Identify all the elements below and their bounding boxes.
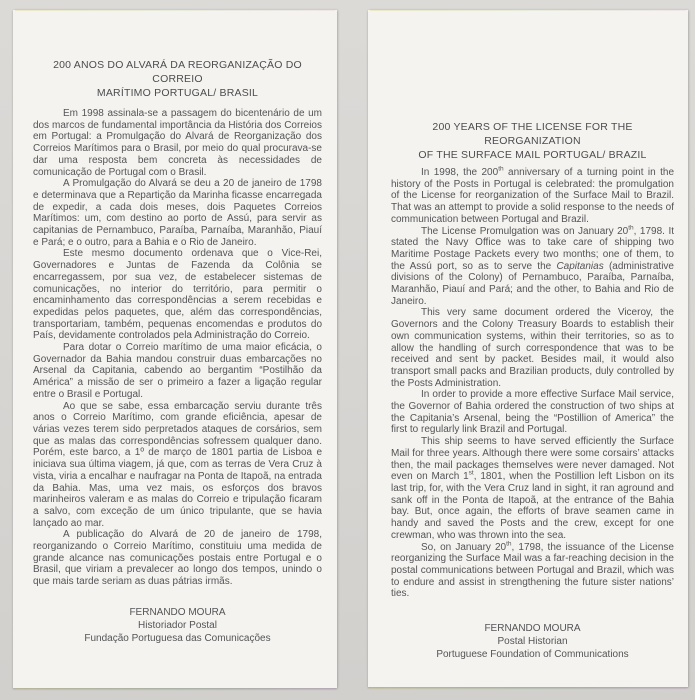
signature-organization: Fundação Portuguesa das Comunicações [84,632,271,644]
left-page-signature [33,606,322,645]
paragraph: Em 1998 assinala-se a passagem do bicentenário de um dos marcos de fundamental importância da História dos Correios em Portugal: a Promulgação do Alvará de Reorganização dos Correios Marítimos para o Brasil, por meio do qual procurava-se dar uma resposta bem concreta às necessidades de comunicação de Portugal com o Brasil. [33,108,322,178]
left-page-title [33,58,322,100]
paragraph: In order to provide a more effective Surface Mail service, the Governor of Bahia ordered the construction of two ships at the Capitania’s Arsenal, being the “Postillion of America” the first to regularly link Brazil and Portugal. [391,389,674,436]
signature-role: Postal Historian [497,636,568,648]
signature-name: FERNANDO MOURA [484,623,581,635]
paragraph: A Promulgação do Alvará se deu a 20 de janeiro de 1798 e determinava que a Repartição da Marinha ficasse encarregada de expedir, a cada dois meses, dois Paquetes Correios Marítimos: um, com destino ao porto de Assú, para servir as capitanias de Pernambuco, Paraíba, Parnaíba, Maranhão, Piauí e Pará; e o outro, para a Bahia e o Rio de Janeiro. [33,178,322,248]
signature-name: FERNANDO MOURA [129,606,226,618]
title-line: MARÍTIMO PORTUGAL/ BRASIL [96,87,259,99]
paragraph: Ao que se sabe, essa embarcação serviu durante três anos o Correio Marítimo, com grande eficiência, apesar de várias vezes terem sido perpretados ataques de corsários, sem que as malas das correspondências sofressem qualquer dano. Porém, este barco, a 1º de março de 1801 partia de Lisboa e iniciava sua última viagem, já que, com as terras de Vera Cruz à vista, viria a encalhar e naufragar na Ponta de Itapoã, na entrada da Bahia. Mas, uma vez mais, os esforços dos bravos marinheiros valeram e as malas do Correio e tripulação ficaram a salvo, com exceção de um único tripulante, que se havia lançado ao mar. [33,400,322,529]
paragraph: Para dotar o Correio marítimo de uma maior eficácia, o Governador da Bahia mandou construir duas embarcações no Arsenal da Capitania, cabendo ao bergantim “Postilhão da América” a missão de ser o primeiro a fazer a ligação regular entre o Brasil e Portugal. [33,342,322,400]
right-page-english [368,10,688,687]
left-page-portuguese [13,10,337,688]
paragraph: This ship seems to have served efficiently the Surface Mail for three years. Although there were some corsairs’ attacks then, the mail packages themselves were never damaged. Not even on March 1st, 1801, when the Postillion left Lisbon on its last trip, for, with the Vera Cruz land in sight, it ran aground and sank off in the Ponta de Itapoã, at the entrance of the Bahia bay. But, once again, the efforts of brave seamen came in handy and saved the Posts and the crew, except for one crewman, who was thrown into the sea. [391,436,674,541]
left-page-body [33,108,322,588]
paragraph: In 1998, the 200th anniversary of a turning point in the history of the Posts in Portugal is celebrated: the promulgation of the License for reorganization of the Surface Mail to Brazil. That was an attempt to provide a solid response to the needs of communication between Portugal and Brazil. [391,165,675,225]
right-page-body [391,167,674,600]
paragraph: This very same document ordered the Viceroy, the Governors and the Colony Treasury Boards to establish their own communication systems, within their territories, so as to allow the handling of surch correspondence that was to be received and sent by packet. Besides mail, it would also transport small packs and Brazilian products, duly controlled by the Posts Administration. [391,307,674,389]
right-page-signature [391,622,674,661]
paragraph: The License Promulgation was on January 20th, 1798. It stated the Navy Office was to take care of shipping two Maritime Postage Packets every two months; one of them, to the Assú port, so as to serve the Capitanias (administrative divisions of the Colony) of Pernambuco, Paraíba, Parnaíba, Maranhão, Piauí and Pará; and the other, to Bahia and Rio de Janeiro. [391,224,674,307]
title-line: 200 YEARS OF THE LICENSE FOR THE REORGANIZATION [432,121,633,147]
title-line: OF THE SURFACE MAIL PORTUGAL/ BRAZIL [418,149,647,161]
signature-role: Historiador Postal [138,619,217,631]
paragraph: A publicação do Alvará de 20 de janeiro de 1798, reorganizando o Correio Marítimo, constituiu uma medida de grande alcance nas comunicações postais entre Portugal e o Brasil, que viriam a prevalecer ao longo dos tempos, unindo o que mais tarde seriam as duas pátrias irmãs. [33,529,322,588]
title-line: 200 ANOS DO ALVARÁ DA REORGANIZAÇÃO DO CORREIO [53,59,302,85]
right-page-title [391,120,674,162]
signature-organization: Portuguese Foundation of Communications [436,649,629,661]
paragraph: So, on January 20th, 1798, the issuance of the License reorganizing the Surface Mail was a far-reaching decision in the postal communications between Portugal and Brazil, which was to endure and assist in strengthening the future sister nations’ ties. [391,540,674,600]
paragraph: Este mesmo documento ordenava que o Vice-Rei, Governadores e Juntas de Fazenda da Colônia se encarregassem, por sua vez, de estabelecer sistemas de comunicações, no interior do território, para permitir o encaminhamento das correspondências a serem recebidas e expedidas pelos paquetes, que, além das correspondências, transportariam, também, pequenas encomendas e produtos do País, devidamente controlados pela Administração do Correio. [33,248,322,342]
